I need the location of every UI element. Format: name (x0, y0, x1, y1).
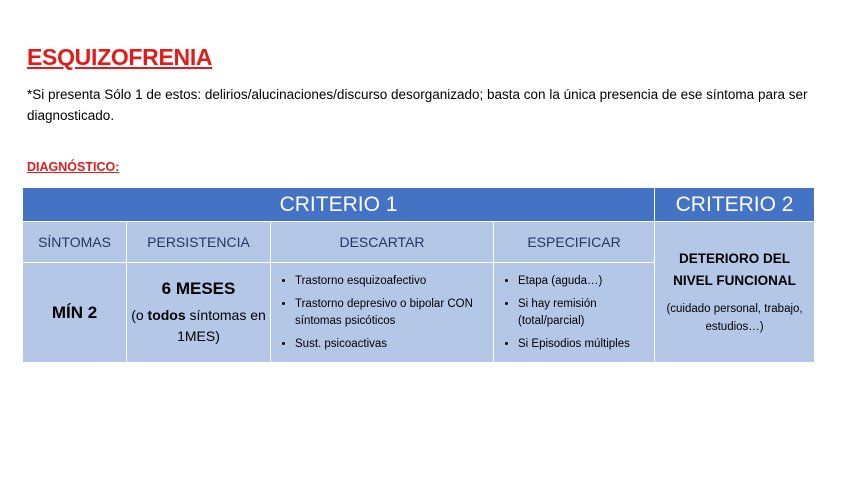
sintomas-cell: MÍN 2 (23, 263, 127, 363)
criterio-1-header: CRITERIO 1 (23, 188, 655, 222)
persistencia-bold: todos (147, 307, 186, 323)
descartar-item: • Trastorno depresivo o bipolar CON síntomas psicóticos (295, 296, 493, 330)
persistencia-cell (127, 263, 271, 363)
header-especificar: ESPECIFICAR (494, 222, 655, 263)
header-descartar: DESCARTAR (271, 222, 494, 263)
persistencia-main: 6 MESES (161, 279, 236, 298)
especificar-cell (494, 263, 655, 363)
criterio-2-main: DETERIORO DEL NIVEL FUNCIONAL (673, 251, 796, 288)
page-title: ESQUIZOFRENIA (27, 44, 213, 70)
descartar-item: • Trastorno esquizoafectivo (295, 273, 493, 290)
especificar-item: • Etapa (aguda…) (518, 273, 654, 290)
descartar-cell (271, 263, 494, 363)
header-sintomas: SÍNTOMAS (23, 222, 127, 263)
especificar-item: • Si hay remisión (total/parcial) (518, 296, 654, 330)
especificar-item: • Si Episodios múltiples (518, 336, 654, 353)
persistencia-post: síntomas en 1MES) (177, 307, 266, 344)
note-text: *Si presenta Sólo 1 de estos: delirios/alucinaciones/discurso desorganizado; basta con la única presencia de ese síntoma para ser diagnosticado. (27, 87, 808, 123)
header-persistencia: PERSISTENCIA (127, 222, 271, 263)
descartar-item: • Sust. psicoactivas (295, 336, 493, 353)
criteria-table (22, 187, 815, 363)
persistencia-pre: (o (131, 307, 148, 323)
diagnostico-label: DIAGNÓSTICO: (27, 160, 120, 174)
criterio-2-header: CRITERIO 2 (655, 188, 815, 222)
criterio-2-cell (655, 222, 815, 363)
criterio-2-detail: (cuidado personal, trabajo, estudios…) (666, 303, 803, 333)
